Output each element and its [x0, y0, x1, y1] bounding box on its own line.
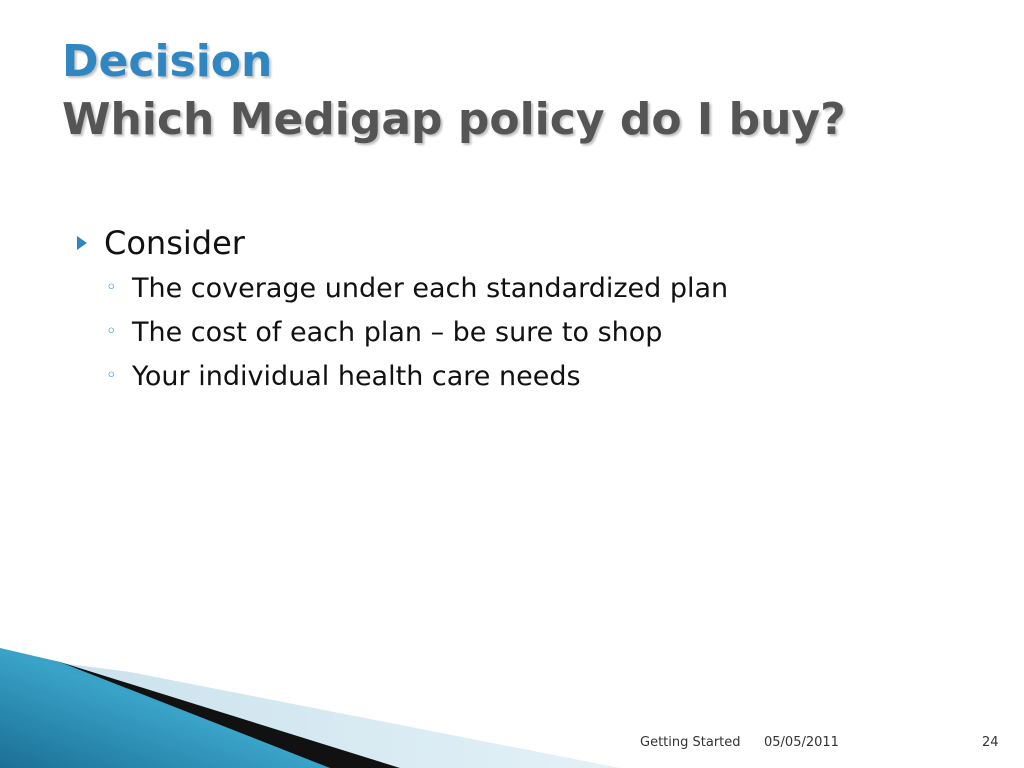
sub-bullet-text: The coverage under each standardized plan — [132, 272, 729, 304]
ring-bullet-icon: ◦ — [106, 321, 117, 342]
sub-bullet-text: The cost of each plan – be sure to shop — [132, 316, 663, 348]
footer-date: 05/05/2011 — [764, 735, 839, 750]
slide-title: Decision — [62, 36, 273, 87]
bullet-main — [76, 220, 976, 266]
ring-bullet-icon: ◦ — [106, 365, 117, 386]
sub-bullet-text: Your individual health care needs — [132, 360, 581, 392]
bullet-main-text: Consider — [104, 224, 245, 262]
bullet-list — [76, 220, 976, 398]
page-number: 24 — [982, 735, 999, 750]
footer-label: Getting Started — [640, 735, 741, 750]
sub-bullet-item — [106, 266, 976, 310]
slide-subtitle: Which Medigap policy do I buy? — [62, 94, 846, 145]
triangle-right-icon — [76, 235, 104, 251]
title-block — [62, 34, 962, 150]
sub-bullet-item — [106, 310, 976, 354]
sub-bullet-item — [106, 354, 976, 398]
ring-bullet-icon: ◦ — [106, 277, 117, 298]
